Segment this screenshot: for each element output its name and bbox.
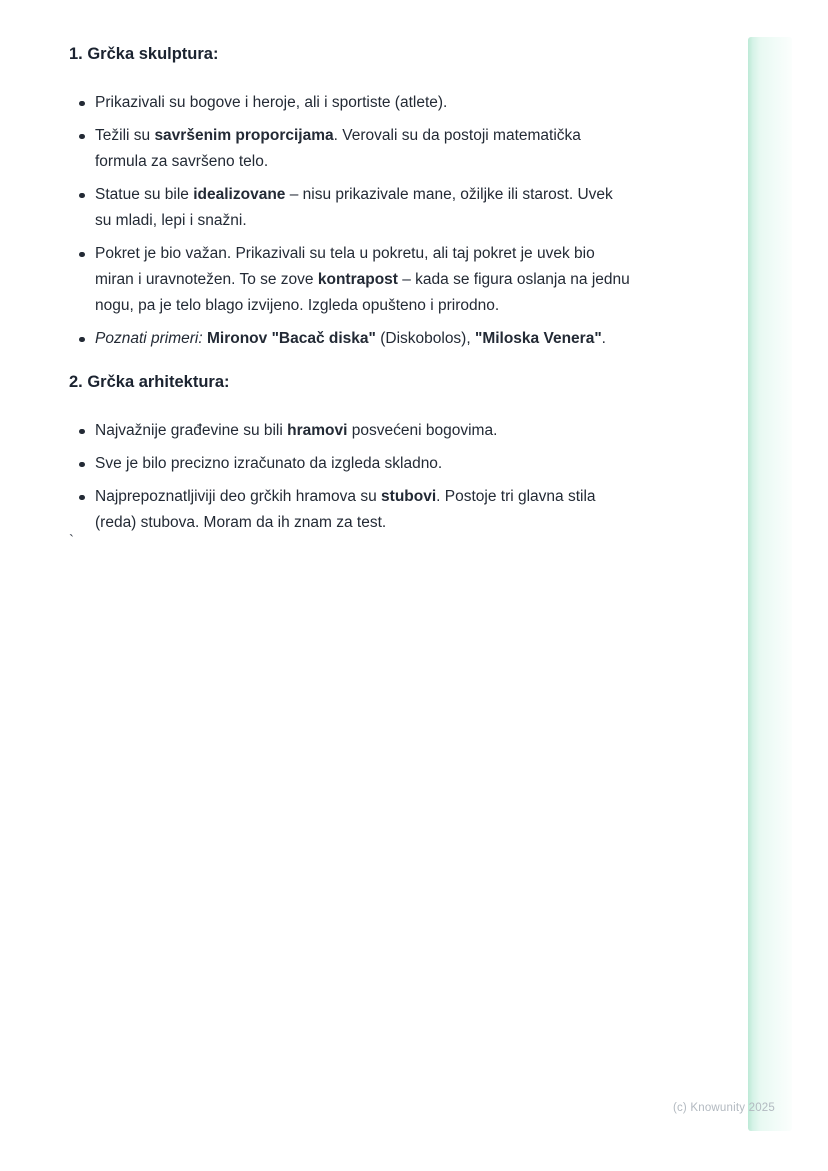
section-heading-architecture: 2. Grčka arhitektura: — [69, 373, 230, 391]
stray-character: ` — [69, 532, 74, 549]
bullet-item: Težili su savršenim proporcijama. Verovali su da postoji matematička formula za savršeno telo. — [69, 123, 631, 175]
bullet-item: Statue su bile idealizovane – nisu prikazivale mane, ožiljke ili starost. Uvek su mladi, lepi i snažni. — [69, 182, 631, 234]
bullet-item: Pokret je bio važan. Prikazivali su tela u pokretu, ali taj pokret je uvek bio miran i uravnotežen. To se zove kontrapost – kada se figura oslanja na jednu nogu, pa je telo blago izvijeno. Izgleda opušteno i prirodno. — [69, 241, 631, 319]
notes-content — [69, 44, 631, 556]
bullet-item: Sve je bilo precizno izračunato da izgleda skladno. — [69, 451, 631, 477]
watermark: (c) Knowunity 2025 — [672, 1102, 775, 1114]
bullet-item: Najprepoznatljiviji deo grčkih hramova su stubovi. Postoje tri glavna stila (reda) stubova. Moram da ih znam za test. — [69, 484, 631, 536]
bullet-item: Prikazivali su bogove i heroje, ali i sportiste (atlete). — [69, 90, 631, 116]
bullet-list-sculpture — [69, 90, 631, 352]
bullet-item: Najvažnije građevine su bili hramovi posvećeni bogovima. — [69, 418, 631, 444]
bullet-item: Poznati primeri: Mironov "Bacač diska" (Diskobolos), "Miloska Venera". — [69, 326, 631, 352]
section-heading-sculpture: 1. Grčka skulptura: — [69, 45, 219, 63]
accent-strip — [748, 37, 792, 1131]
bullet-list-architecture — [69, 418, 631, 536]
